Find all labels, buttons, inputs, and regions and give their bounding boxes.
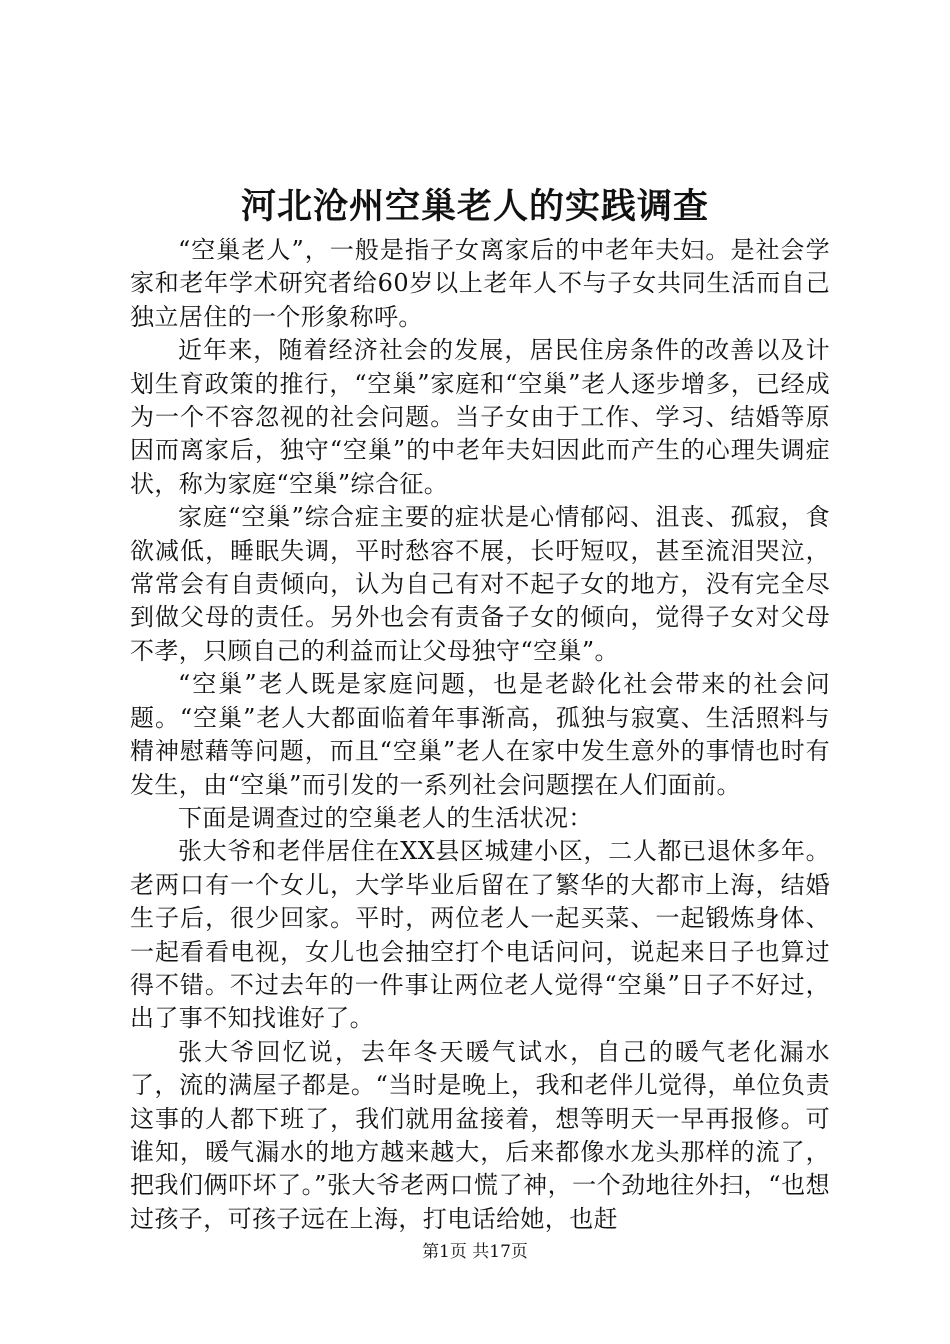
paragraph: 张大爷和老伴居住在XX县区城建小区，二人都已退休多年。老两口有一个女儿，大学毕业后留在了繁华的大都市上海，结婚生子后，很少回家。平时，两位老人一起买菜、一起锻炼身体、一起看看电视，女儿也会抽空打个电话问问，说起来日子也算过得不错。不过去年的一件事让两位老人觉得“空巢”日子不好过，出了事不知找谁好了。 <box>130 837 830 1033</box>
paragraph: “空巢”老人既是家庭问题，也是老龄化社会带来的社会问题。“空巢”老人大都面临着年事渐高，孤独与寂寞、生活照料与精神慰藉等问题，而且“空巢”老人在家中发生意外的事情也时有发生，由“空巢”而引发的一系列社会问题摆在人们面前。 <box>130 670 830 799</box>
page-footer: 第1页 共17页 <box>422 1242 528 1262</box>
document-body <box>130 234 830 1236</box>
document-title: 河北沧州空巢老人的实践调查 <box>240 186 709 227</box>
paragraph: 近年来，随着经济社会的发展，居民住房条件的改善以及计划生育政策的推行，“空巢”家庭和“空巢”老人逐步增多，已经成为一个不容忽视的社会问题。当子女由于工作、学习、结婚等原因而离家后，独守“空巢”的中老年夫妇因此而产生的心理失调症状，称为家庭“空巢”综合征。 <box>130 336 830 498</box>
paragraph: 家庭“空巢”综合症主要的症状是心情郁闷、沮丧、孤寂，食欲减低，睡眠失调，平时愁容不展，长吁短叹，甚至流泪哭泣，常常会有自责倾向，认为自己有对不起子女的地方，没有完全尽到做父母的责任。另外也会有责备子女的倾向，觉得子女对父母不孝，只顾自己的利益而让父母独守“空巢”。 <box>130 503 830 665</box>
paragraph: “空巢老人”，一般是指子女离家后的中老年夫妇。是社会学家和老年学术研究者给60岁以上老年人不与子女共同生活而自己独立居住的一个形象称呼。 <box>130 236 830 331</box>
paragraph: 下面是调查过的空巢老人的生活状况： <box>178 803 593 832</box>
paragraph: 张大爷回忆说，去年冬天暖气试水，自己的暖气老化漏水了，流的满屋子都是。“当时是晚上，我和老伴儿觉得，单位负责这事的人都下班了，我们就用盆接着，想等明天一早再报修。可谁知，暖气漏水的地方越来越大，后来都像水龙头那样的流了，把我们俩吓坏了。”张大爷老两口慌了神，一个劲地往外扫，“也想过孩子，可孩子远在上海，打电话给她，也赶 <box>130 1037 830 1233</box>
